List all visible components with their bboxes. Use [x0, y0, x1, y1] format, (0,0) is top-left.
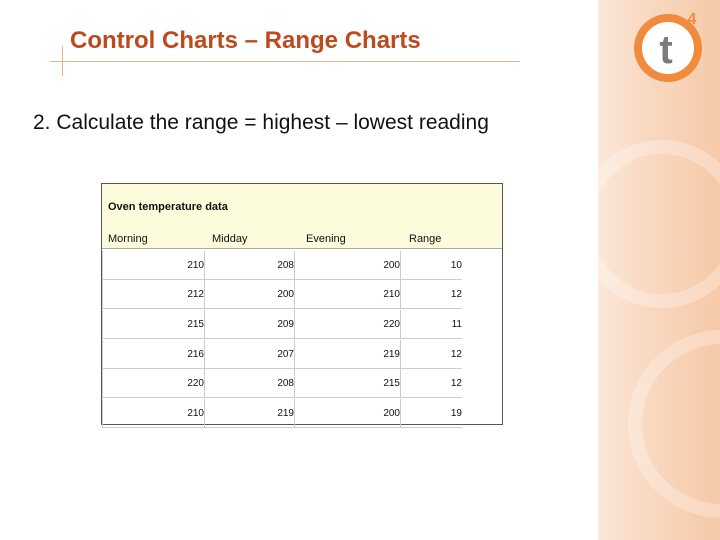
- table-row: [102, 369, 502, 398]
- table-caption: Oven temperature data: [108, 201, 228, 213]
- cell-range: 12: [400, 340, 462, 369]
- table-row: [102, 251, 502, 280]
- table-header: [102, 184, 502, 249]
- cell-morning: 220: [102, 369, 204, 398]
- cell-morning: 210: [102, 399, 204, 428]
- cell-range: 10: [400, 251, 462, 280]
- cell-midday: 219: [204, 399, 294, 428]
- cell-evening: 210: [294, 280, 400, 309]
- cell-morning: 212: [102, 280, 204, 309]
- cell-midday: 200: [204, 280, 294, 309]
- table-row: [102, 340, 502, 369]
- oven-temperature-table: [101, 183, 503, 425]
- cell-range: 12: [400, 280, 462, 309]
- logo-superscript: 4: [687, 11, 697, 28]
- cell-evening: 215: [294, 369, 400, 398]
- title-underline: [60, 61, 520, 62]
- table-row: [102, 280, 502, 309]
- cell-morning: 215: [102, 310, 204, 339]
- cell-range: 12: [400, 369, 462, 398]
- logo-letter: t: [659, 28, 673, 72]
- table-row: [102, 399, 502, 428]
- cell-morning: 216: [102, 340, 204, 369]
- cell-midday: 208: [204, 369, 294, 398]
- cell-evening: 200: [294, 399, 400, 428]
- cell-midday: 209: [204, 310, 294, 339]
- cell-morning: 210: [102, 251, 204, 280]
- cell-midday: 207: [204, 340, 294, 369]
- column-header-midday: Midday: [212, 233, 248, 245]
- slide-title: Control Charts – Range Charts: [70, 27, 421, 54]
- column-header-range: Range: [409, 233, 442, 245]
- cell-evening: 200: [294, 251, 400, 280]
- cell-range: 11: [400, 310, 462, 339]
- cell-range: 19: [400, 399, 462, 428]
- crosshair-horizontal: [50, 61, 66, 62]
- table-row: [102, 310, 502, 339]
- step-heading: 2. Calculate the range = highest – lowest reading: [33, 111, 489, 134]
- cell-evening: 220: [294, 310, 400, 339]
- cell-midday: 208: [204, 251, 294, 280]
- column-header-evening: Evening: [306, 233, 346, 245]
- t4-logo: [630, 8, 708, 86]
- column-header-morning: Morning: [108, 233, 148, 245]
- cell-evening: 219: [294, 340, 400, 369]
